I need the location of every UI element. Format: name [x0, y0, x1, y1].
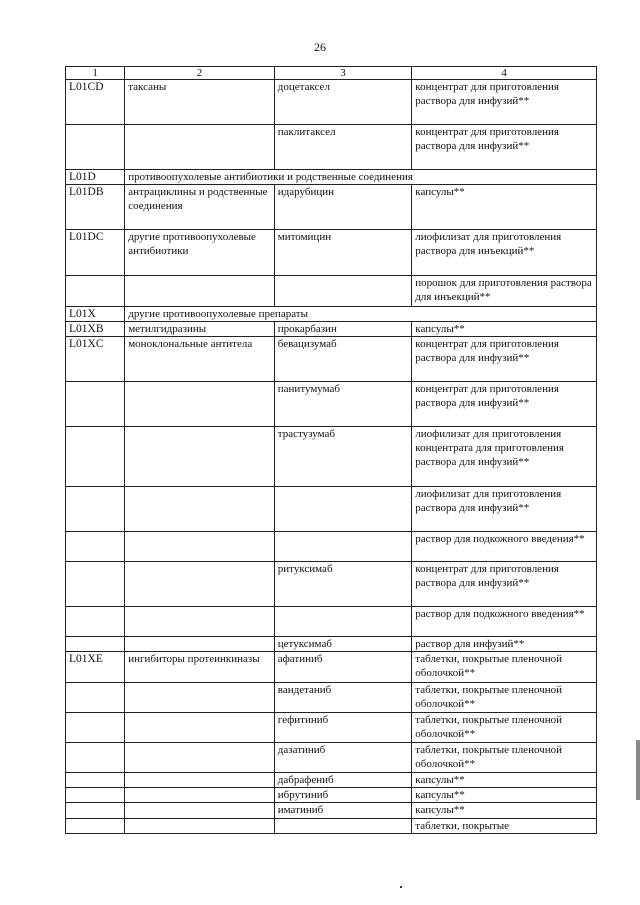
group-name-cell: метилгидразины [125, 322, 275, 337]
table-row [66, 562, 597, 607]
medication-table [65, 66, 597, 834]
drug-name-cell: гефитиниб [274, 713, 412, 743]
header-col-3: 3 [274, 67, 412, 80]
table-row [66, 307, 597, 322]
drug-name-cell: вандетаниб [274, 683, 412, 713]
drug-name-cell: ибрутиниб [274, 788, 412, 803]
dosage-form-cell: порошок для приготовления раствора для инъекций** [412, 276, 597, 307]
group-name-cell: ингибиторы протеинкиназы [125, 652, 275, 683]
drug-name-cell [274, 607, 412, 637]
dosage-form-cell: капсулы** [412, 788, 597, 803]
atc-code-cell [66, 427, 125, 487]
dosage-form-cell: капсулы** [412, 803, 597, 819]
group-name-cell [125, 125, 275, 170]
atc-code-cell: L01XB [66, 322, 125, 337]
drug-name-cell: митомицин [274, 230, 412, 276]
table-row [66, 803, 597, 819]
dosage-form-cell: концентрат для приготовления раствора для инфузий** [412, 125, 597, 170]
dosage-form-cell: капсулы** [412, 185, 597, 230]
atc-code-cell [66, 276, 125, 307]
dosage-form-cell: таблетки, покрытые пленочной оболочкой** [412, 743, 597, 773]
atc-code-cell [66, 743, 125, 773]
table-body [66, 80, 597, 834]
group-name-cell: другие противоопухолевые антибиотики [125, 230, 275, 276]
dosage-form-cell: таблетки, покрытые пленочной оболочкой** [412, 713, 597, 743]
group-name-cell [125, 773, 275, 788]
dosage-form-cell: концентрат для приготовления раствора для инфузий** [412, 562, 597, 607]
table-row [66, 276, 597, 307]
atc-code-cell [66, 532, 125, 562]
dosage-form-cell: концентрат для приготовления раствора для инфузий** [412, 80, 597, 125]
atc-code-cell: L01D [66, 170, 125, 185]
table-row [66, 652, 597, 683]
drug-name-cell [274, 532, 412, 562]
atc-code-cell [66, 382, 125, 427]
group-name-cell [125, 683, 275, 713]
table-row [66, 607, 597, 637]
atc-code-cell [66, 125, 125, 170]
table-row [66, 788, 597, 803]
table-row [66, 170, 597, 185]
drug-name-cell: ритуксимаб [274, 562, 412, 607]
table-row [66, 487, 597, 532]
table-row [66, 819, 597, 834]
scan-edge-mark [636, 740, 640, 800]
drug-name-cell: бевацизумаб [274, 337, 412, 382]
atc-code-cell: L01CD [66, 80, 125, 125]
dosage-form-cell: раствор для подкожного введения** [412, 532, 597, 562]
drug-name-cell: иматиниб [274, 803, 412, 819]
table-row [66, 743, 597, 773]
drug-name-cell: дазатиниб [274, 743, 412, 773]
drug-name-cell [274, 487, 412, 532]
dosage-form-cell: капсулы** [412, 322, 597, 337]
group-name-cell [125, 803, 275, 819]
dosage-form-cell: раствор для инфузий** [412, 637, 597, 652]
table-header-row [66, 67, 597, 80]
group-name-cell [125, 532, 275, 562]
table-row [66, 637, 597, 652]
table-row [66, 683, 597, 713]
atc-code-cell [66, 637, 125, 652]
drug-name-cell [274, 819, 412, 834]
group-name-cell [125, 487, 275, 532]
table-row [66, 427, 597, 487]
table-row [66, 532, 597, 562]
dosage-form-cell: таблетки, покрытые пленочной оболочкой** [412, 652, 597, 683]
group-name-cell: моноклональные антитела [125, 337, 275, 382]
group-name-cell: таксаны [125, 80, 275, 125]
atc-code-cell [66, 788, 125, 803]
drug-name-cell: паклитаксел [274, 125, 412, 170]
group-name-cell: антрациклины и родственные соединения [125, 185, 275, 230]
drug-name-cell: дабрафениб [274, 773, 412, 788]
drug-name-cell: доцетаксел [274, 80, 412, 125]
table-row [66, 322, 597, 337]
drug-name-cell: афатиниб [274, 652, 412, 683]
drug-name-cell: трастузумаб [274, 427, 412, 487]
header-col-4: 4 [412, 67, 597, 80]
atc-code-cell: L01XE [66, 652, 125, 683]
table-row [66, 80, 597, 125]
dosage-form-cell: раствор для подкожного введения** [412, 607, 597, 637]
dosage-form-cell: лиофилизат для приготовления раствора для инфузий** [412, 487, 597, 532]
atc-code-cell [66, 607, 125, 637]
group-name-cell [125, 427, 275, 487]
header-col-1: 1 [66, 67, 125, 80]
group-name-cell: противоопухолевые антибиотики и родственные соединения [125, 170, 597, 185]
atc-code-cell [66, 487, 125, 532]
atc-code-cell [66, 803, 125, 819]
atc-code-cell [66, 773, 125, 788]
dosage-form-cell: таблетки, покрытые пленочной оболочкой** [412, 683, 597, 713]
table-row [66, 337, 597, 382]
group-name-cell [125, 788, 275, 803]
table-row [66, 713, 597, 743]
group-name-cell [125, 562, 275, 607]
table-row [66, 125, 597, 170]
group-name-cell [125, 713, 275, 743]
drug-name-cell: идарубицин [274, 185, 412, 230]
header-col-2: 2 [125, 67, 275, 80]
atc-code-cell [66, 683, 125, 713]
group-name-cell [125, 743, 275, 773]
group-name-cell: другие противоопухолевые препараты [125, 307, 597, 322]
dosage-form-cell: концентрат для приготовления раствора для инфузий** [412, 382, 597, 427]
atc-code-cell: L01X [66, 307, 125, 322]
drug-name-cell: прокарбазин [274, 322, 412, 337]
drug-name-cell: цетуксимаб [274, 637, 412, 652]
dosage-form-cell: таблетки, покрытые [412, 819, 597, 834]
table-row [66, 382, 597, 427]
atc-code-cell [66, 819, 125, 834]
table-row [66, 185, 597, 230]
scan-dot [400, 886, 402, 888]
page-number: 26 [314, 40, 326, 54]
dosage-form-cell: капсулы** [412, 773, 597, 788]
atc-code-cell [66, 562, 125, 607]
group-name-cell [125, 819, 275, 834]
drug-name-cell: панитумумаб [274, 382, 412, 427]
group-name-cell [125, 382, 275, 427]
drug-name-cell [274, 276, 412, 307]
dosage-form-cell: лиофилизат для приготовления раствора для инъекций** [412, 230, 597, 276]
group-name-cell [125, 607, 275, 637]
dosage-form-cell: лиофилизат для приготовления концентрата для приготовления раствора для инфузий** [412, 427, 597, 487]
atc-code-cell [66, 713, 125, 743]
dosage-form-cell: концентрат для приготовления раствора для инфузий** [412, 337, 597, 382]
table-row [66, 230, 597, 276]
atc-code-cell: L01DB [66, 185, 125, 230]
group-name-cell [125, 276, 275, 307]
group-name-cell [125, 637, 275, 652]
table-row [66, 773, 597, 788]
atc-code-cell: L01DC [66, 230, 125, 276]
atc-code-cell: L01XC [66, 337, 125, 382]
